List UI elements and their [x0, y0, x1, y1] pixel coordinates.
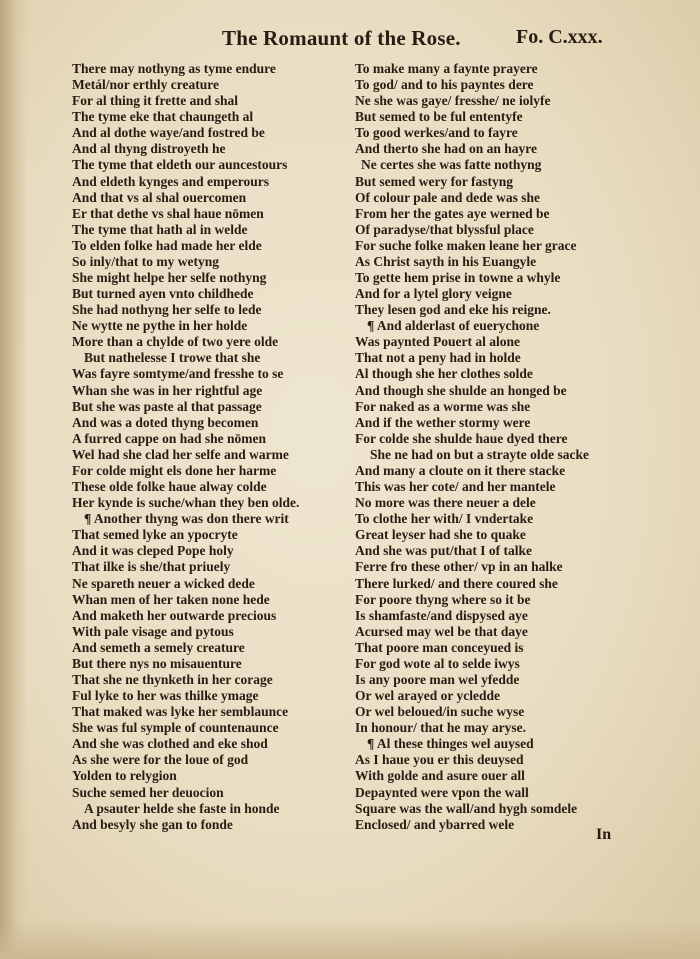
verse-line: From her the gates aye werned be	[355, 205, 550, 221]
verse-line: As Christ sayth in his Euangyle	[355, 253, 537, 269]
verse-line: That maked was lyke her semblaunce	[72, 704, 289, 720]
verse-line: With golde and asure ouer all	[355, 768, 525, 784]
verse-line: And al dothe waye/and fostred be	[72, 125, 265, 141]
verse-line: And al thyng distroyeth he	[72, 141, 226, 157]
verse-line: ¶ Another thyng was don there writ	[84, 511, 289, 527]
verse-line: For poore thyng where so it be	[355, 591, 531, 607]
verse-line: Great leyser had she to quake	[355, 527, 526, 543]
verse-line: Is any poore man wel yfedde	[355, 671, 520, 687]
verse-line: And many a cloute on it there stacke	[355, 462, 566, 478]
verse-line: To god/ and to his payntes dere	[355, 77, 534, 93]
verse-line: The tyme that eldeth our auncestours	[72, 157, 288, 173]
verse-line: She ne had on but a strayte olde sacke	[370, 446, 590, 462]
verse-line: Wel had she clad her selfe and warme	[72, 446, 289, 462]
verse-line: So inly/that to my wetyng	[72, 253, 220, 269]
verse-line: Ne she was gaye/ fresshe/ ne iolyfe	[355, 93, 551, 109]
verse-line: Or wel beloued/in suche wyse	[355, 704, 525, 720]
verse-line: They lesen god and eke his reigne.	[355, 302, 551, 318]
verse-line: That not a peny had in holde	[355, 350, 521, 366]
verse-line: For colde she shulde haue dyed there	[355, 430, 568, 446]
verse-line: And besyly she gan to fonde	[72, 816, 233, 832]
folio-number: Fo. C.xxx.	[516, 26, 603, 48]
verse-line: Her kynde is suche/whan they ben olde.	[72, 495, 300, 511]
verse-line: As she were for the loue of god	[72, 752, 249, 768]
left-text-column	[72, 61, 299, 833]
verse-line: That ilke is she/that priuely	[72, 559, 231, 575]
verse-line: Was fayre somtyme/and fresshe to se	[72, 366, 284, 382]
verse-line: Al though she her clothes solde	[355, 366, 533, 382]
verse-line: Square was the wall/and hygh somdele	[355, 800, 578, 816]
verse-line: Ne wytte ne pythe in her holde	[72, 318, 248, 334]
verse-line: She had nothyng her selfe to lede	[72, 302, 262, 318]
verse-line: Acursed may wel be that daye	[355, 623, 528, 639]
verse-line: This was her cote/ and her mantele	[355, 479, 556, 495]
verse-line: And for a lytel glory veigne	[355, 286, 512, 302]
verse-line: That poore man conceyued is	[355, 639, 524, 655]
verse-line: But semed to be ful ententyfe	[355, 109, 523, 125]
verse-line: There may nothyng as tyme endure	[72, 61, 276, 76]
verse-line: Is shamfaste/and dispysed aye	[355, 607, 528, 623]
verse-line: For naked as a worme was she	[355, 398, 531, 414]
verse-line: But there nys no misauenture	[72, 655, 242, 671]
verse-line: These olde folke haue alway colde	[72, 479, 267, 495]
verse-line: The tyme eke that chaungeth al	[72, 109, 254, 125]
verse-line: Suche semed her deuocion	[72, 784, 224, 800]
verse-line: For god wote al to selde iwys	[355, 655, 520, 671]
catchword: In	[596, 826, 612, 843]
verse-line: She was ful symple of countenaunce	[72, 720, 279, 736]
verse-line: More than a chylde of two yere olde	[72, 334, 279, 350]
verse-line: And she was clothed and eke shod	[72, 736, 268, 752]
verse-line: And though she shulde an honged be	[355, 382, 567, 398]
verse-line: Or wel arayed or ycledde	[355, 688, 500, 704]
verse-line: Yolden to relygion	[72, 768, 177, 784]
verse-line: Ne certes she was fatte nothyng	[361, 157, 542, 173]
verse-line: She might helpe her selfe nothyng	[72, 270, 267, 286]
verse-line: And it was cleped Pope holy	[72, 543, 234, 559]
verse-line: Ful lyke to her was thilke ymage	[72, 688, 259, 704]
verse-line: But she was paste al that passage	[72, 398, 262, 414]
verse-line: And eldeth kynges and emperours	[72, 173, 270, 189]
verse-line: But semed wery for fastyng	[355, 173, 513, 189]
verse-line: To gette hem prise in towne a whyle	[355, 270, 561, 286]
verse-line: The tyme that hath al in welde	[72, 221, 248, 237]
verse-line: To good werkes/and to fayre	[355, 125, 518, 141]
verse-line: Whan men of her taken none hede	[72, 591, 270, 607]
running-title: The Romaunt of the Rose.	[222, 26, 461, 50]
verse-line: Er that dethe vs shal haue nōmen	[72, 205, 264, 221]
verse-line: And therto she had on an hayre	[355, 141, 538, 157]
verse-line: Metál/nor erthly creature	[72, 77, 219, 93]
verse-line: And semeth a semely creature	[72, 639, 245, 655]
verse-line: To make many a faynte prayere	[355, 61, 538, 76]
verse-line: For suche folke maken leane her grace	[355, 237, 577, 253]
verse-line: For colde might els done her harme	[72, 462, 277, 478]
verse-line: Depaynted were vpon the wall	[355, 784, 529, 800]
verse-line: A furred cappe on had she nōmen	[72, 430, 267, 446]
verse-line: With pale visage and pytous	[72, 623, 234, 639]
verse-line: That semed lyke an ypocryte	[72, 527, 238, 543]
verse-line: To clothe her with/ I vndertake	[355, 511, 534, 527]
verse-line: Whan she was in her rightful age	[72, 382, 263, 398]
verse-line: But turned ayen vnto childhede	[72, 286, 254, 302]
verse-line: But nathelesse I trowe that she	[84, 350, 261, 366]
verse-line: Ferre fro these other/ vp in an halke	[355, 559, 563, 575]
verse-line: To elden folke had made her elde	[72, 237, 262, 253]
verse-line: Of paradyse/that blyssful place	[355, 221, 534, 237]
verse-line: ¶ And alderlast of euerychone	[367, 318, 540, 334]
verse-line: That she ne thynketh in her corage	[72, 671, 273, 687]
verse-line: For al thing it frette and shal	[72, 93, 239, 109]
verse-line: As I haue you er this deuysed	[355, 752, 524, 768]
verse-line: And was a doted thyng becomen	[72, 414, 259, 430]
verse-line: And if the wether stormy were	[355, 414, 531, 430]
verse-line: And maketh her outwarde precious	[72, 607, 277, 623]
page-shadow-bottom	[0, 919, 700, 959]
verse-line: And that vs al shal ouercomen	[72, 189, 247, 205]
verse-line: A psauter helde she faste in honde	[84, 800, 280, 816]
verse-line: No more was there neuer a dele	[355, 495, 536, 511]
verse-line: ¶ Al these thinges wel auysed	[367, 736, 534, 752]
verse-line: And she was put/that I of talke	[355, 543, 533, 559]
page-shadow-left	[0, 0, 28, 959]
verse-line: Of colour pale and dede was she	[355, 189, 541, 205]
verse-line: In honour/ that he may aryse.	[355, 720, 527, 736]
verse-line: There lurked/ and there coured she	[355, 575, 558, 591]
verse-line: Ne spareth neuer a wicked dede	[72, 575, 255, 591]
verse-line: Enclosed/ and ybarred wele	[355, 816, 515, 832]
right-text-column	[355, 61, 589, 833]
verse-line: Was paynted Pouert al alone	[355, 334, 521, 350]
